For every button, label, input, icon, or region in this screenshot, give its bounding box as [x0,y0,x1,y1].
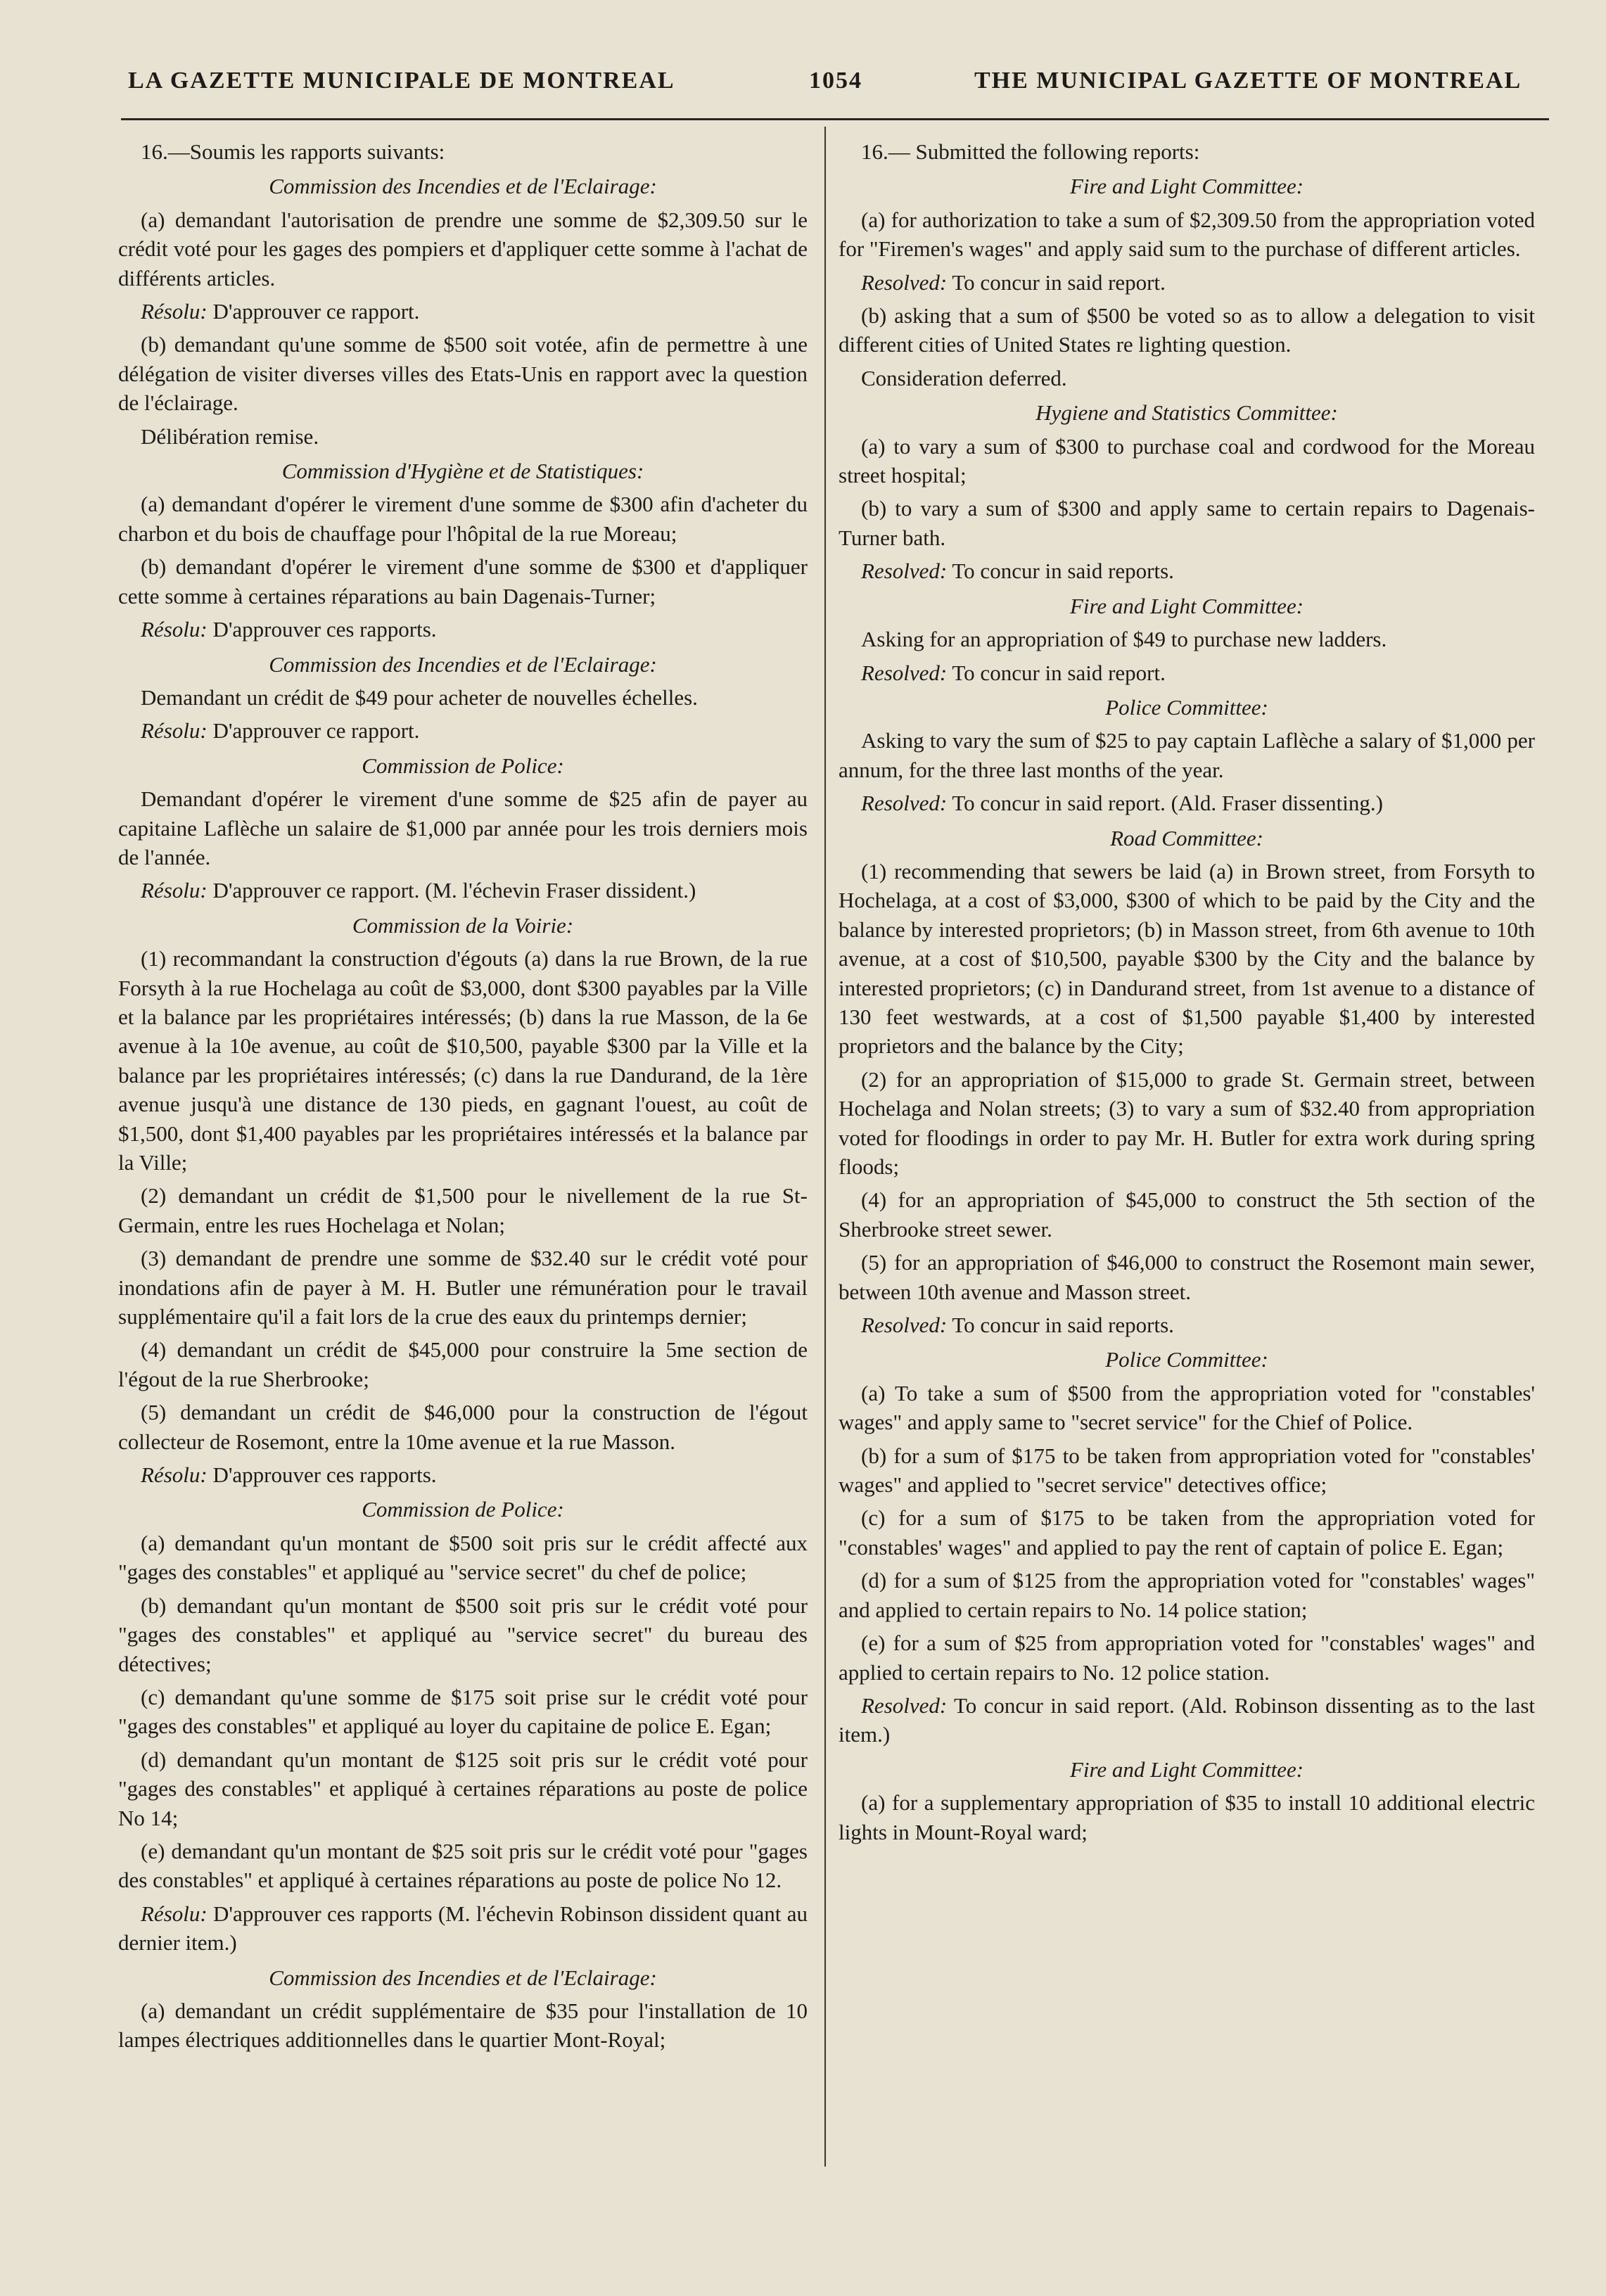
resolution-text: To concur in said report. (Ald. Robinson dissenting as to the last item.) [839,1692,1535,1747]
resolution-paragraph [839,789,1535,817]
committee-heading: Police Committee: [1105,694,1268,720]
resolution-paragraph [118,1460,808,1489]
report-item: (5) for an appropriation of $46,000 to construct the Rosemont main sewer, between 10th avenue and Masson street. [839,1250,1535,1304]
report-item: (b) asking that a sum of $500 be voted so as to allow a delegation to visit different cities of United States re lighting question. [839,303,1535,357]
committee-heading: Police Committee: [1105,1347,1268,1372]
report-item: Asking to vary the sum of $25 to pay captain Laflèche a salary of $1,000 per annum, for the three last months of the year. [839,728,1535,782]
report-item: (5) demandant un crédit de $46,000 pour la construction de l'égout collecteur de Rosemont, entre la 10me avenue et la rue Masson. [118,1400,808,1454]
report-item: Asking for an appropriation of $49 to purchase new ladders. [861,627,1387,652]
header-right-title: THE MUNICIPAL GAZETTE OF MONTREAL [974,68,1522,94]
report-item: (2) for an appropriation of $15,000 to grade St. Germain street, between Hochelaga and Nolan streets; (3) to vary a sum of $32.40 from appropriation voted for floodings in order to pay Mr. H. Butler for extra work during spring floods; [839,1066,1535,1179]
report-item: (a) for a supplementary appropriation of $35 to install 10 additional electric lights in Mount-Royal ward; [839,1790,1535,1844]
report-item: (a) for authorization to take a sum of $2,309.50 from the appropriation voted for "Firemen's wages" and apply said sum to the purchase of different articles. [839,207,1535,262]
resolution-text: D'approuver ce rapport. [207,718,420,744]
report-item: (a) demandant qu'un montant de $500 soit pris sur le crédit affecté aux "gages des constables" et appliqué au "service secret" du chef de police; [118,1530,808,1585]
plain-paragraph: Consideration deferred. [861,365,1067,390]
resolution-label: Résolu: [141,718,208,744]
committee-heading: Commission d'Hygiène et de Statistiques: [281,459,644,484]
resolution-paragraph [118,297,808,326]
committee-heading: Commission de Police: [362,1497,564,1522]
plain-paragraph: 16.—Soumis les rapports suivants: [141,139,445,164]
plain-paragraph: Délibération remise. [141,423,319,449]
resolution-paragraph [839,1310,1535,1339]
resolution-label: Résolu: [141,1901,208,1926]
resolution-text: To concur in said reports. [947,559,1174,584]
resolution-paragraph [839,1691,1535,1749]
report-item: (c) demandant qu'une somme de $175 soit prise sur le crédit voté pour "gages des constables" et appliqué au loyer du capitaine de police E. Egan; [118,1684,808,1739]
resolution-label: Resolved: [861,559,948,584]
report-item: (b) demandant qu'une somme de $500 soit votée, afin de permettre à une délégation de visiter diverses villes des Etats-Unis en rapport avec la question de l'éclairage. [118,332,808,416]
report-item: Demandant un crédit de $49 pour acheter de nouvelles échelles. [141,684,698,710]
committee-heading: Commission de la Voirie: [352,912,574,938]
report-item: (d) demandant qu'un montant de $125 soit pris sur le crédit voté pour "gages des constables" et appliqué à certaines réparations au poste de police No 14; [118,1747,808,1830]
report-item: (b) demandant qu'un montant de $500 soit pris sur le crédit voté pour "gages des constables" et appliqué au "service secret" du bureau des détectives; [118,1593,808,1676]
resolution-text: To concur in said report. [947,269,1166,295]
report-item: (a) to vary a sum of $300 to purchase coal and cordwood for the Moreau street hospital; [839,433,1535,488]
report-item: (1) recommandant la construction d'égouts (a) dans la rue Brown, de la rue Forsyth à la rue Hochelaga au coût de $3,000, dont $300 payables par la Ville et la balance par les propriétaires intéressés; (b) dans la rue Masson, de la 6e avenue à la 10e avenue, au coût de $10,500, payable $300 par la Ville et la balance par les propriétaires intéressés; (c) dans la rue Dandurand, de la 1ère avenue jusqu'à une distance de 130 pieds, en gagnant l'ouest, au coût de $1,500, dont $1,400 payables par les propriétaires intéressés et la balance par la Ville; [118,946,808,1175]
committee-heading: Hygiene and Statistics Committee: [1035,400,1338,426]
header-rule [121,118,1549,120]
resolution-label: Resolved: [861,791,948,816]
resolution-label: Resolved: [861,660,948,685]
resolution-label: Resolved: [861,1313,948,1338]
resolution-text: D'approuver ce rapport. [207,299,420,324]
resolution-label: Résolu: [141,878,208,903]
resolution-label: Résolu: [141,1462,208,1488]
page-number: 1054 [809,68,862,94]
report-item: (e) for a sum of $25 from appropriation voted for "constables' wages" and applied to certain repairs to No. 12 police station. [839,1631,1535,1685]
resolution-text: To concur in said report. [947,660,1166,685]
committee-heading: Commission des Incendies et de l'Eclairage: [269,174,657,199]
resolution-paragraph [118,1899,808,1958]
report-item: (b) for a sum of $175 to be taken from appropriation voted for "constables' wages" and applied to "secret service" detectives office; [839,1443,1535,1498]
report-item: (b) to vary a sum of $300 and apply same to certain repairs to Dagenais-Turner bath. [839,496,1535,550]
resolution-text: D'approuver ces rapports. [207,617,437,642]
report-item: (2) demandant un crédit de $1,500 pour le nivellement de la rue St-Germain, entre les rues Hochelaga et Nolan; [118,1183,808,1237]
resolution-paragraph [839,556,1535,585]
resolution-paragraph [118,615,808,644]
committee-heading: Road Committee: [1110,825,1263,850]
resolution-text: To concur in said reports. [947,1313,1174,1338]
resolution-text: To concur in said report. (Ald. Fraser dissenting.) [947,791,1383,816]
report-item: Demandant d'opérer le virement d'une somme de $25 afin de payer au capitaine Laflèche un salaire de $1,000 par année pour les trois derniers mois de l'année. [118,786,808,869]
report-item: (a) demandant l'autorisation de prendre une somme de $2,309.50 sur le crédit voté pour les gages des pompiers et d'appliquer cette somme à l'achat de différents articles. [118,207,808,291]
french-column [118,137,808,2059]
header-left-title: LA GAZETTE MUNICIPALE DE MONTREAL [128,68,675,94]
report-item: (d) for a sum of $125 from the appropriation voted for "constables' wages" and applied to certain repairs to No. 14 police station; [839,1568,1535,1622]
report-item: (c) for a sum of $175 to be taken from the appropriation voted for "constables' wages" and applied to pay the rent of captain of police E. Egan; [839,1505,1535,1560]
report-item: (4) demandant un crédit de $45,000 pour construire la 5me section de l'égout de la rue Sherbrooke; [118,1337,808,1391]
plain-paragraph: 16.— Submitted the following reports: [861,139,1200,164]
resolution-label: Résolu: [141,299,208,324]
committee-heading: Commission de Police: [362,753,564,778]
committee-heading: Fire and Light Committee: [1069,593,1304,618]
column-divider [824,127,826,2167]
resolution-text: D'approuver ces rapports. [207,1462,437,1488]
english-column [839,137,1535,1851]
report-item: (a) demandant d'opérer le virement d'une somme de $300 afin d'acheter du charbon et du bois de chauffage pour l'hôpital de la rue Moreau; [118,492,808,546]
resolution-label: Resolved: [861,269,948,295]
report-item: (e) demandant qu'un montant de $25 soit pris sur le crédit voté pour "gages des constables" et appliqué à certaines réparations au poste de police No 12. [118,1838,808,1893]
resolution-paragraph [839,658,1535,687]
report-item: (1) recommending that sewers be laid (a) in Brown street, from Forsyth to Hochelaga, at a cost of $3,000, $300 of which to be paid by the City and the balance by interested proprietors; (b) in Masson street, from 6th avenue to 10th avenue, at a cost of $10,500, payable $300 by the City and the balance by interested proprietors; (c) in Dandurand street, from 1st avenue to a distance of 130 feet westwards, at a cost of $1,500 payable $1,400 by interested proprietors and the balance by the City; [839,858,1535,1059]
committee-heading: Commission des Incendies et de l'Eclairage: [269,1965,657,1990]
resolution-paragraph [118,876,808,905]
report-item: (4) for an appropriation of $45,000 to construct the 5th section of the Sherbrooke street sewer. [839,1187,1535,1242]
report-item: (a) demandant un crédit supplémentaire de $35 pour l'installation de 10 lampes électriques additionnelles dans le quartier Mont-Royal; [118,1998,808,2053]
resolution-label: Resolved: [861,1692,948,1718]
resolution-paragraph [839,268,1535,297]
committee-heading: Fire and Light Committee: [1069,1756,1304,1782]
committee-heading: Commission des Incendies et de l'Eclairage: [269,651,657,677]
resolution-text: D'approuver ce rapport. (M. l'échevin Fraser dissident.) [207,878,696,903]
report-item: (b) demandant d'opérer le virement d'une somme de $300 et d'appliquer cette somme à certaines réparations au bain Dagenais-Turner; [118,554,808,608]
resolution-text: D'approuver ces rapports (M. l'échevin Robinson dissident quant au dernier item.) [118,1901,808,1956]
report-item: (3) demandant de prendre une somme de $32.40 sur le crédit voté pour inondations afin de payer à M. H. Butler une rémunération pour le travail supplémentaire qu'il a fait lors de la crue des eaux du printemps dernier; [118,1246,808,1329]
committee-heading: Fire and Light Committee: [1069,174,1304,199]
resolution-paragraph [118,716,808,745]
resolution-label: Résolu: [141,617,208,642]
report-item: (a) To take a sum of $500 from the appropriation voted for "constables' wages" and apply same to "secret service" for the Chief of Police. [839,1380,1535,1435]
